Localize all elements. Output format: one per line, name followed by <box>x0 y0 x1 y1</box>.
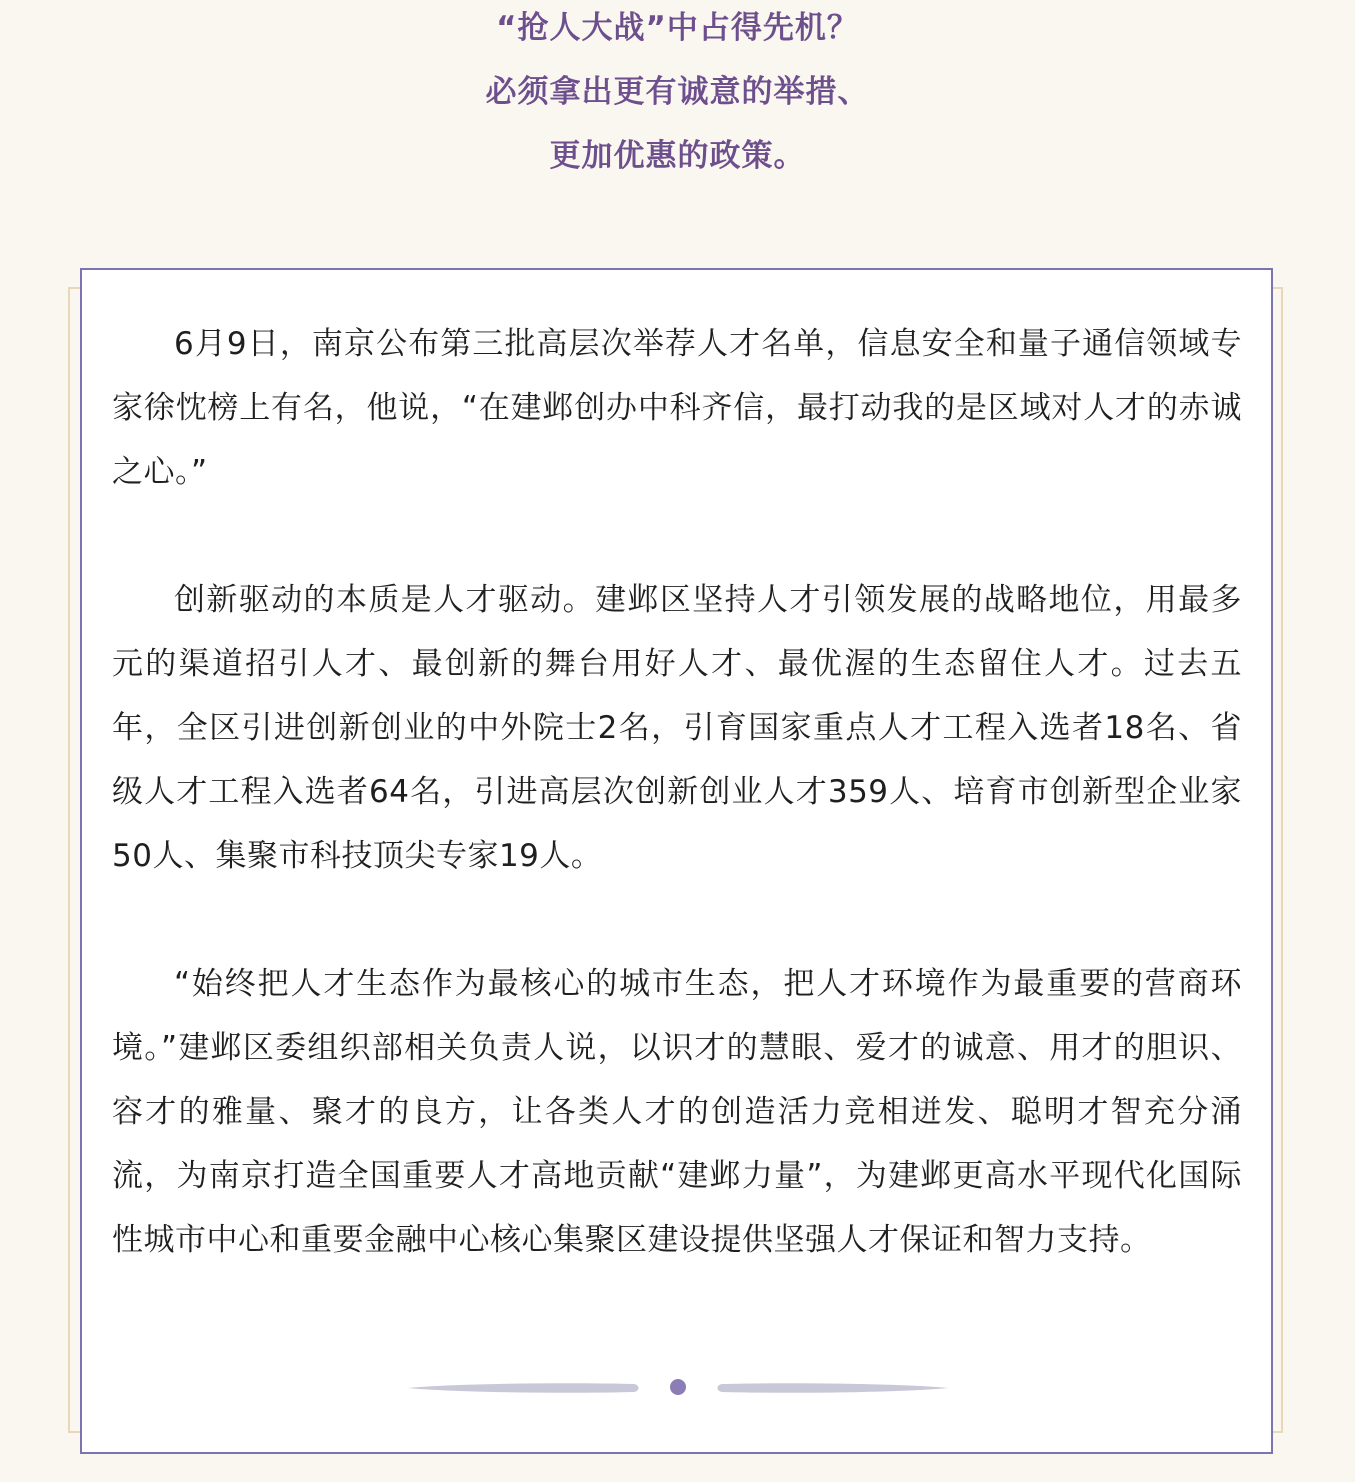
paragraph-2: 创新驱动的本质是人才驱动。建邺区坚持人才引领发展的战略地位，用最多元的渠道招引人才、最创新的舞台用好人才、最优渥的生态留住人才。过去五年，全区引进创新创业的中外院士2名，引育国家重点人才工程入选者18名、省级人才工程入选者64名，引进高层次创新创业人才359人、培育市创新型企业家50人、集聚市科技顶尖专家19人。 <box>112 582 1242 874</box>
dot-divider-icon <box>408 1376 948 1400</box>
article-card <box>80 268 1273 1454</box>
header-line-3: 更加优惠的政策。 <box>549 138 806 174</box>
paragraph-3: “始终把人才生态作为最核心的城市生态，把人才环境作为最重要的营商环境。”建邺区委组织部相关负责人说，以识才的慧眼、爱才的诚意、用才的胆识、容才的雅量、聚才的良方，让各类人才的创造活力竞相迸发、聪明才智充分涌流，为南京打造全国重要人才高地贡献“建邺力量”，为建邺更高水平现代化国际性城市中心和重要金融中心核心集聚区建设提供坚强人才保证和智力支持。 <box>112 966 1242 1258</box>
header-line-2: 必须拿出更有诚意的举措、 <box>485 74 870 110</box>
header-line-1: “抢人大战”中占得先机？ <box>496 10 859 46</box>
paragraph-1: 6月9日，南京公布第三批高层次举荐人才名单，信息安全和量子通信领域专家徐忱榜上有名，他说，“在建邺创办中科齐信，最打动我的是区域对人才的赤诚之心。” <box>112 326 1242 490</box>
